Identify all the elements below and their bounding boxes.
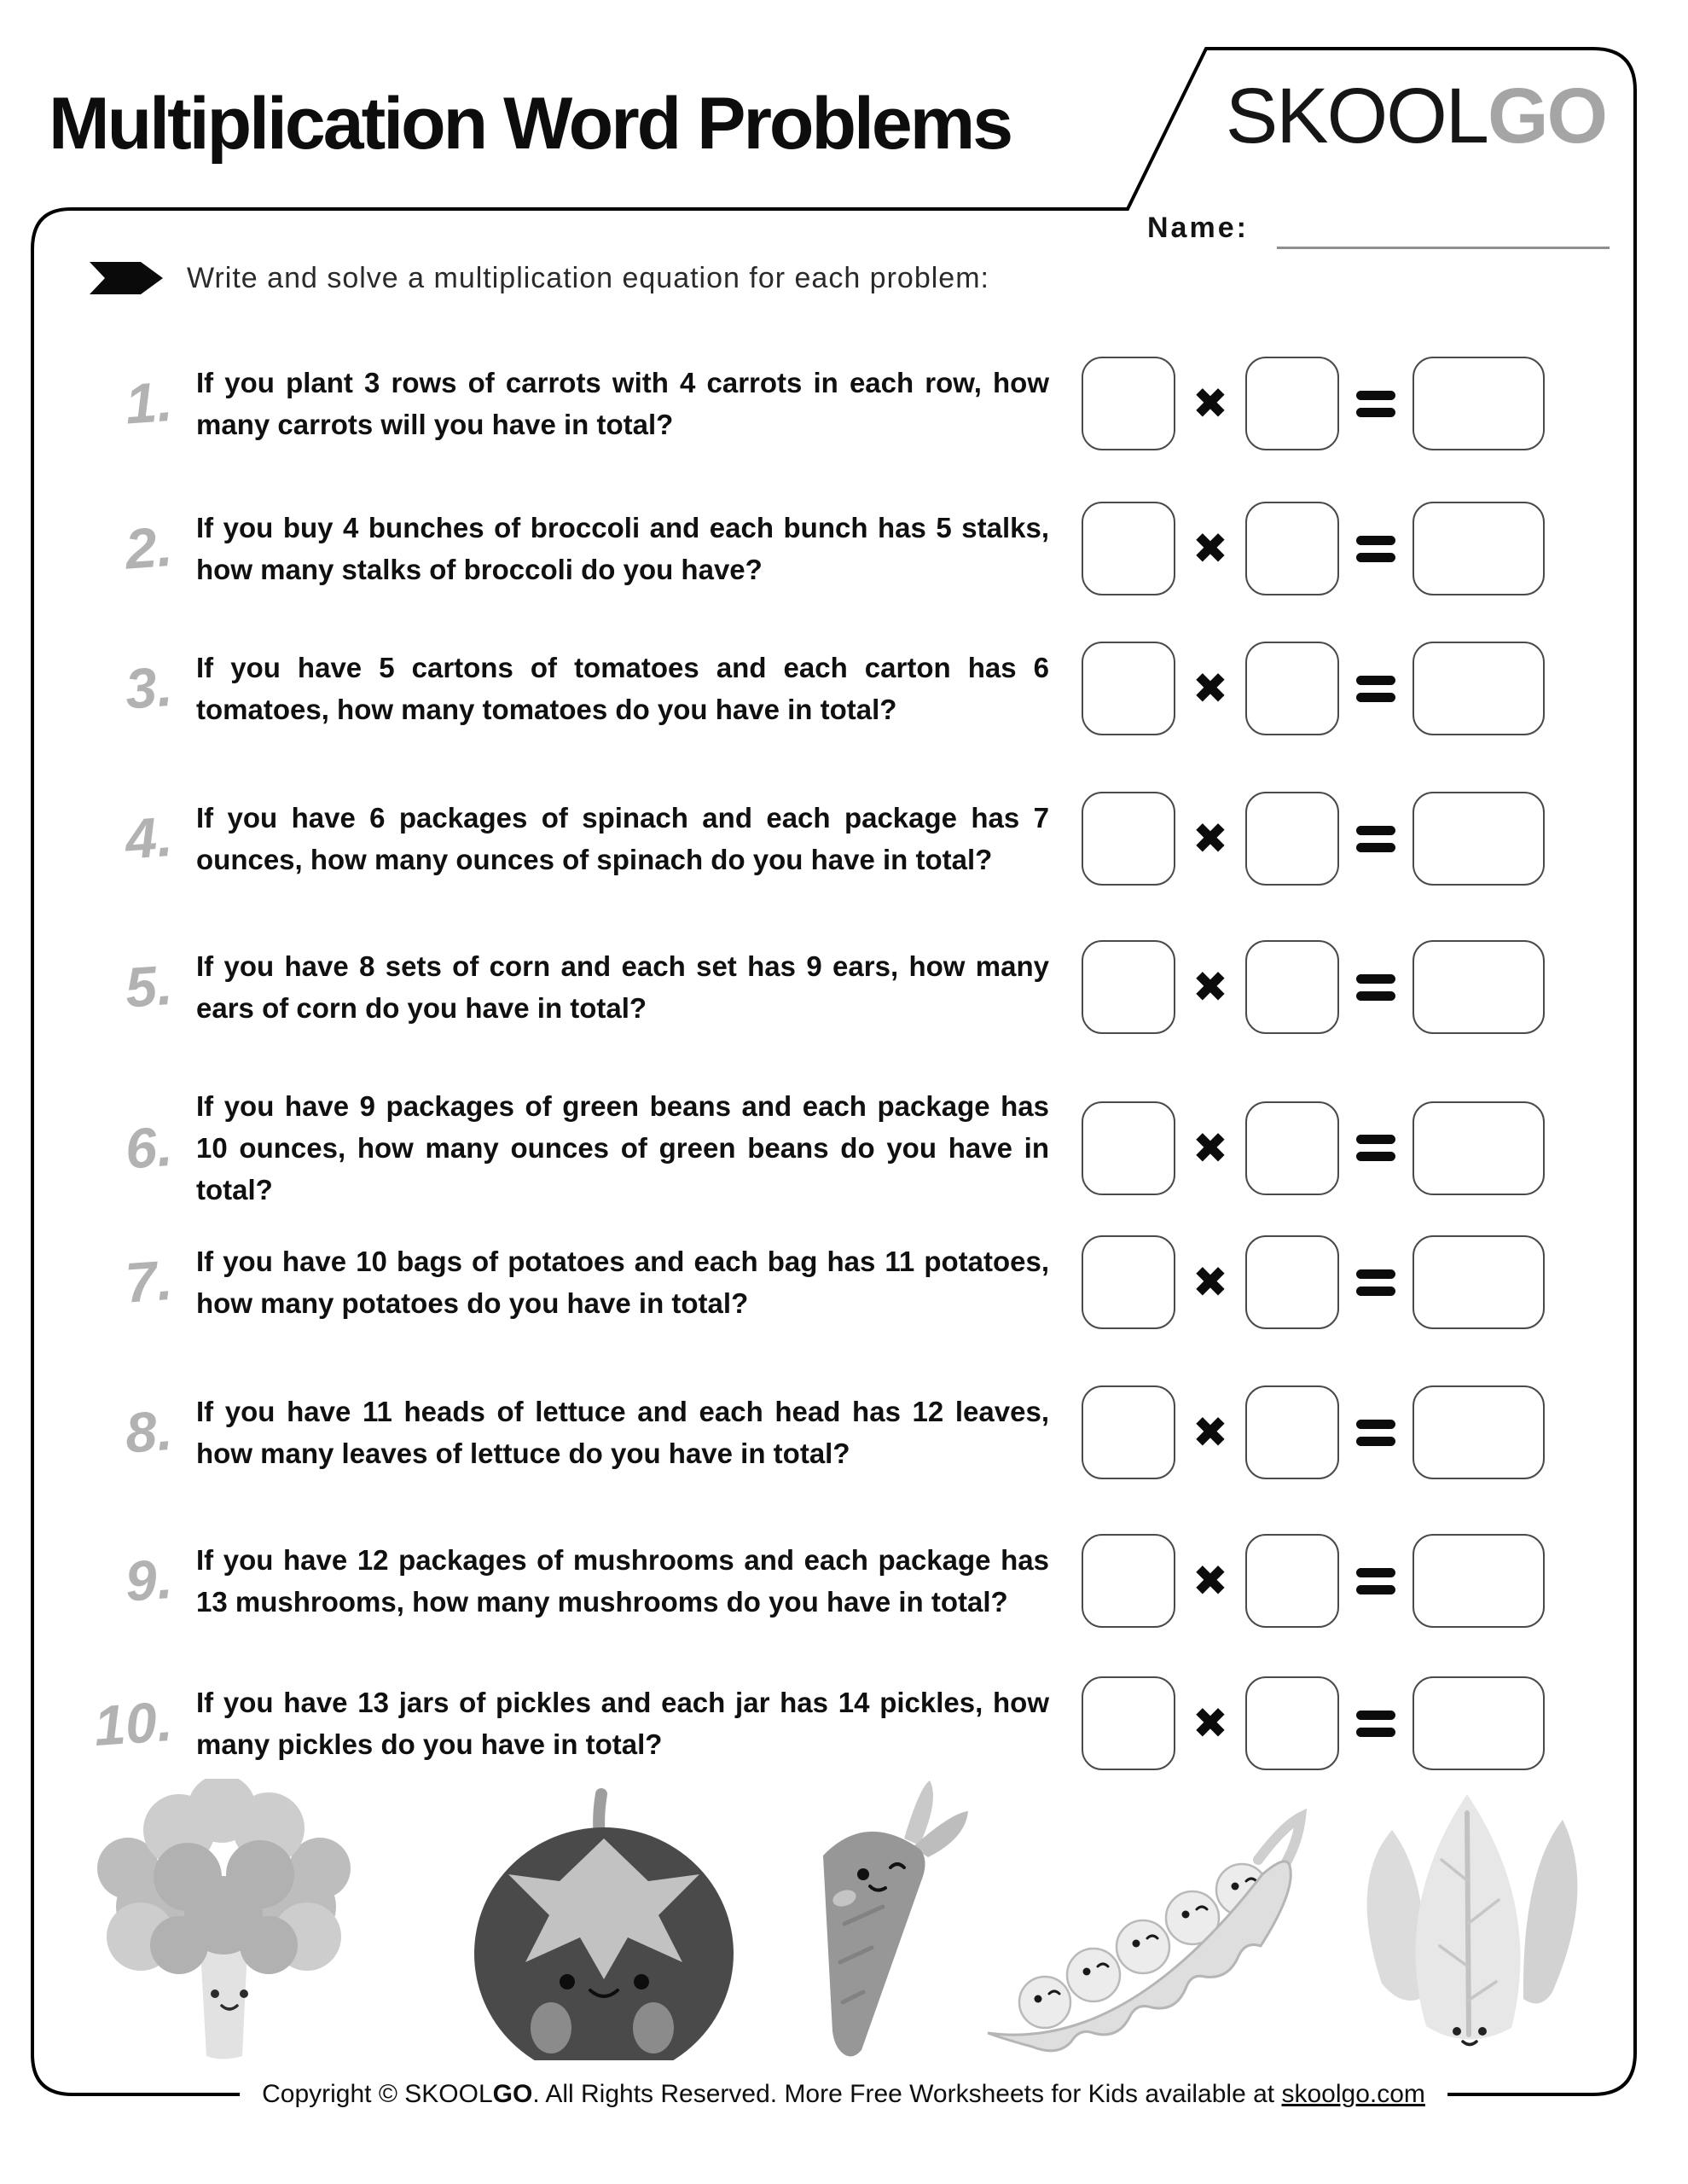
product-input-box[interactable] <box>1412 642 1545 735</box>
problem-text: If you have 6 packages of spinach and each package has 7 ounces, how many ounces of spinach do you have in total? <box>196 802 1049 875</box>
problem-row-8 <box>85 1385 1540 1479</box>
factor2-input-box[interactable] <box>1245 1676 1339 1770</box>
multiply-symbol: ✖ <box>1192 664 1228 713</box>
equals-symbol <box>1356 974 1395 1001</box>
product-input-box[interactable] <box>1412 502 1545 595</box>
product-input-box[interactable] <box>1412 1235 1545 1329</box>
equals-symbol <box>1356 676 1395 702</box>
problem-number: 3. <box>123 653 175 721</box>
problem-row-5 <box>85 940 1540 1034</box>
problem-text: If you have 10 bags of potatoes and each bag has 11 potatoes, how many potatoes do you have in total? <box>196 1246 1049 1319</box>
product-input-box[interactable] <box>1412 1101 1545 1195</box>
equation-row <box>1082 792 1549 886</box>
equals-symbol <box>1356 391 1395 417</box>
problem-text: If you plant 3 rows of carrots with 4 carrots in each row, how many carrots will you have in total? <box>196 367 1049 440</box>
problem-number: 8. <box>123 1397 175 1465</box>
problem-row-1 <box>85 357 1540 450</box>
multiply-symbol: ✖ <box>1192 1556 1228 1606</box>
problem-number: 10. <box>91 1688 175 1758</box>
equals-symbol <box>1356 1269 1395 1296</box>
multiply-symbol: ✖ <box>1192 1699 1228 1748</box>
instruction-text: Write and solve a multiplication equation for each problem: <box>187 261 989 294</box>
factor2-input-box[interactable] <box>1245 940 1339 1034</box>
problem-text: If you have 8 sets of corn and each set has 9 ears, how many ears of corn do you have in total? <box>196 950 1049 1024</box>
equation-row <box>1082 502 1549 595</box>
footer-rights-text: . All Rights Reserved. More Free Worksheets for Kids available at <box>532 2080 1282 2108</box>
factor1-input-box[interactable] <box>1082 502 1175 595</box>
page-title: Multiplication Word Problems <box>49 83 1012 165</box>
logo-text-go: GO <box>1487 73 1607 160</box>
factor1-input-box[interactable] <box>1082 1101 1175 1195</box>
equation-row <box>1082 1385 1549 1479</box>
factor1-input-box[interactable] <box>1082 792 1175 886</box>
equation-row <box>1082 940 1549 1034</box>
factor2-input-box[interactable] <box>1245 1385 1339 1479</box>
problem-number: 2. <box>123 514 175 581</box>
equals-symbol <box>1356 1568 1395 1594</box>
equation-row <box>1082 357 1549 450</box>
multiply-symbol: ✖ <box>1192 814 1228 863</box>
problem-text: If you have 5 cartons of tomatoes and each carton has 6 tomatoes, how many tomatoes do you have in total? <box>196 652 1049 725</box>
name-label: Name: <box>1147 212 1249 244</box>
factor2-input-box[interactable] <box>1245 792 1339 886</box>
product-input-box[interactable] <box>1412 1534 1545 1628</box>
factor1-input-box[interactable] <box>1082 1385 1175 1479</box>
problem-row-2 <box>85 502 1540 595</box>
factor1-input-box[interactable] <box>1082 357 1175 450</box>
equals-symbol <box>1356 536 1395 562</box>
multiply-symbol: ✖ <box>1192 524 1228 573</box>
equation-row <box>1082 642 1549 735</box>
product-input-box[interactable] <box>1412 940 1545 1034</box>
multiply-symbol: ✖ <box>1192 1123 1228 1173</box>
factor1-input-box[interactable] <box>1082 642 1175 735</box>
multiply-symbol: ✖ <box>1192 1408 1228 1457</box>
problem-number: 5. <box>123 952 175 1019</box>
problem-number: 4. <box>123 804 175 871</box>
product-input-box[interactable] <box>1412 792 1545 886</box>
equation-row <box>1082 1676 1549 1770</box>
logo-text-skool: SKOOL <box>1225 73 1488 160</box>
footer <box>240 2080 1447 2109</box>
product-input-box[interactable] <box>1412 1385 1545 1479</box>
multiply-symbol: ✖ <box>1192 379 1228 428</box>
product-input-box[interactable] <box>1412 357 1545 450</box>
equals-symbol <box>1356 826 1395 852</box>
problem-text: If you have 11 heads of lettuce and each head has 12 leaves, how many leaves of lettuce do you have in total? <box>196 1396 1049 1469</box>
factor1-input-box[interactable] <box>1082 1676 1175 1770</box>
equation-row <box>1082 1101 1549 1195</box>
equation-row <box>1082 1235 1549 1329</box>
factor1-input-box[interactable] <box>1082 1534 1175 1628</box>
footer-copyright: Copyright © SKOOL <box>262 2080 493 2108</box>
problem-number: 7. <box>123 1247 175 1315</box>
factor2-input-box[interactable] <box>1245 502 1339 595</box>
problem-text: If you have 12 packages of mushrooms and each package has 13 mushrooms, how many mushrooms do you have in total? <box>196 1544 1049 1618</box>
problem-number: 9. <box>123 1546 175 1613</box>
problem-number: 1. <box>123 369 175 436</box>
factor2-input-box[interactable] <box>1245 1235 1339 1329</box>
factor2-input-box[interactable] <box>1245 1101 1339 1195</box>
problem-row-7 <box>85 1235 1540 1329</box>
problem-text: If you buy 4 bunches of broccoli and each bunch has 5 stalks, how many stalks of broccoli do you have? <box>196 512 1049 585</box>
equals-symbol <box>1356 1711 1395 1737</box>
multiply-symbol: ✖ <box>1192 962 1228 1012</box>
problem-text: If you have 9 packages of green beans and each package has 10 ounces, how many ounces of green beans do you have in total? <box>196 1090 1049 1205</box>
problem-row-10 <box>85 1676 1540 1770</box>
product-input-box[interactable] <box>1412 1676 1545 1770</box>
problem-text: If you have 13 jars of pickles and each jar has 14 pickles, how many pickles do you have in total? <box>196 1687 1049 1760</box>
factor2-input-box[interactable] <box>1245 642 1339 735</box>
multiply-symbol: ✖ <box>1192 1258 1228 1307</box>
problem-row-3 <box>85 642 1540 735</box>
footer-copyright-go: GO <box>492 2080 533 2108</box>
equation-row <box>1082 1534 1549 1628</box>
factor2-input-box[interactable] <box>1245 357 1339 450</box>
factor1-input-box[interactable] <box>1082 940 1175 1034</box>
factor1-input-box[interactable] <box>1082 1235 1175 1329</box>
equals-symbol <box>1356 1135 1395 1161</box>
problem-row-9 <box>85 1534 1540 1628</box>
problem-number: 6. <box>123 1113 175 1181</box>
factor2-input-box[interactable] <box>1245 1534 1339 1628</box>
problem-row-4 <box>85 792 1540 886</box>
footer-skoolgo-link[interactable]: skoolgo.com <box>1281 2080 1425 2108</box>
equals-symbol <box>1356 1420 1395 1446</box>
problem-row-6 <box>85 1085 1540 1211</box>
